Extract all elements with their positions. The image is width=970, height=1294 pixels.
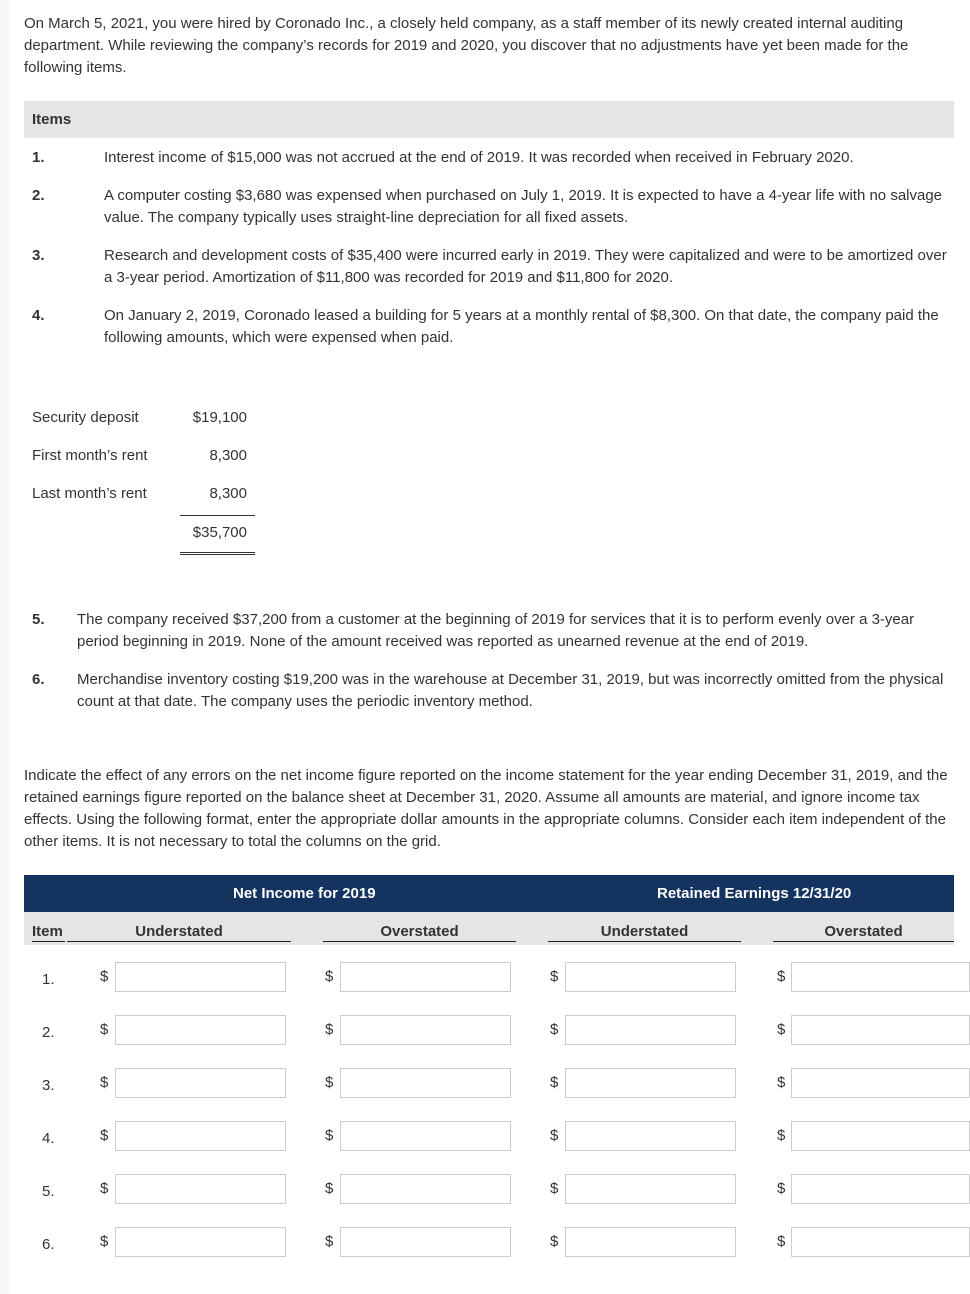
input-ni-under-1[interactable] (115, 962, 286, 992)
input-ni-over-6[interactable] (340, 1227, 511, 1257)
input-ni-under-5[interactable] (115, 1174, 286, 1204)
grid-group-header (24, 875, 954, 912)
input-re-under-3[interactable] (565, 1068, 736, 1098)
currency-symbol: $ (550, 1127, 559, 1144)
input-re-over-2[interactable] (791, 1015, 970, 1045)
lease-amount: $19,100 (192, 409, 247, 426)
currency-symbol: $ (325, 1180, 334, 1197)
col-ni-understated: Understated (67, 923, 291, 942)
grid-row (24, 962, 970, 996)
grid-row (24, 1227, 970, 1261)
currency-symbol: $ (777, 968, 786, 985)
grid-row (24, 1174, 970, 1208)
currency-symbol: $ (325, 968, 334, 985)
items-header-label: Items (32, 111, 72, 128)
grid-row (24, 1068, 970, 1102)
input-re-over-4[interactable] (791, 1121, 970, 1151)
lease-row-security (32, 409, 262, 431)
currency-symbol: $ (100, 1127, 109, 1144)
input-ni-over-1[interactable] (340, 962, 511, 992)
row-item-number: 5. (42, 1183, 55, 1200)
input-ni-under-6[interactable] (115, 1227, 286, 1257)
currency-symbol: $ (100, 968, 109, 985)
row-item-number: 4. (42, 1130, 55, 1147)
lease-label: Last month’s rent (32, 485, 147, 502)
item-text: The company received $37,200 from a customer at the beginning of 2019 for services that it is to perform evenly over a 3-year period beginning in 2019. None of the amount received was reported as unearned revenue at the end of 2019. (77, 611, 915, 650)
grid-row (24, 1121, 970, 1155)
currency-symbol: $ (100, 1180, 109, 1197)
retained-earnings-header: Retained Earnings 12/31/20 (657, 885, 852, 902)
lease-label: Security deposit (32, 409, 139, 426)
row-item-number: 6. (42, 1236, 55, 1253)
input-re-under-5[interactable] (565, 1174, 736, 1204)
item-number: 2. (32, 187, 45, 204)
col-re-understated: Understated (548, 923, 741, 942)
item-number: 6. (32, 671, 45, 688)
currency-symbol: $ (325, 1233, 334, 1250)
item-number: 5. (32, 611, 45, 628)
lease-row-last (32, 485, 262, 507)
item-text: A computer costing $3,680 was expensed when purchased on July 1, 2019. It is expected to have a 4-year life with no salvage value. The company typically uses straight-line depreciation for all fixed assets. (104, 187, 943, 226)
currency-symbol: $ (777, 1180, 786, 1197)
row-item-number: 1. (42, 971, 55, 988)
input-ni-over-5[interactable] (340, 1174, 511, 1204)
currency-symbol: $ (100, 1021, 109, 1038)
item-number: 4. (32, 307, 45, 324)
input-ni-under-2[interactable] (115, 1015, 286, 1045)
col-item: Item (32, 923, 65, 942)
subtotal-rule (180, 515, 255, 516)
lease-total-row (32, 524, 262, 546)
currency-symbol: $ (325, 1127, 334, 1144)
input-ni-over-4[interactable] (340, 1121, 511, 1151)
currency-symbol: $ (550, 1074, 559, 1091)
currency-symbol: $ (325, 1074, 334, 1091)
currency-symbol: $ (777, 1127, 786, 1144)
row-item-number: 2. (42, 1024, 55, 1041)
lease-amount: 8,300 (209, 485, 247, 502)
currency-symbol: $ (550, 1021, 559, 1038)
currency-symbol: $ (550, 968, 559, 985)
lease-row-first (32, 447, 262, 469)
input-re-over-3[interactable] (791, 1068, 970, 1098)
currency-symbol: $ (777, 1074, 786, 1091)
input-ni-over-3[interactable] (340, 1068, 511, 1098)
currency-symbol: $ (550, 1233, 559, 1250)
item-number: 3. (32, 247, 45, 264)
item-number: 1. (32, 149, 45, 166)
col-ni-overstated: Overstated (323, 923, 516, 942)
currency-symbol: $ (100, 1233, 109, 1250)
currency-symbol: $ (325, 1021, 334, 1038)
item-text: On January 2, 2019, Coronado leased a building for 5 years at a monthly rental of $8,300. On that date, the company paid the following amounts, which were expensed when paid. (104, 307, 939, 346)
item-text: Merchandise inventory costing $19,200 was in the warehouse at December 31, 2019, but was incorrectly omitted from the physical count at that date. The company uses the periodic inventory method. (77, 671, 944, 710)
currency-symbol: $ (550, 1180, 559, 1197)
input-ni-under-4[interactable] (115, 1121, 286, 1151)
intro-text: On March 5, 2021, you were hired by Coronado Inc., a closely held company, as a staff member of its newly created internal auditing department. While reviewing the company’s records for 2019 and 2020, you discover that no adjustments have yet been made for the following items. (24, 15, 909, 76)
lease-total: $35,700 (192, 524, 247, 541)
input-re-over-1[interactable] (791, 962, 970, 992)
input-ni-over-2[interactable] (340, 1015, 511, 1045)
input-re-over-5[interactable] (791, 1174, 970, 1204)
input-re-over-6[interactable] (791, 1227, 970, 1257)
currency-symbol: $ (777, 1233, 786, 1250)
input-re-under-1[interactable] (565, 962, 736, 992)
net-income-header: Net Income for 2019 (233, 885, 376, 902)
currency-symbol: $ (100, 1074, 109, 1091)
items-header (24, 101, 954, 138)
total-double-rule (180, 552, 255, 557)
instructions: Indicate the effect of any errors on the net income figure reported on the income statement for the year ending December 31, 2019, and the retained earnings figure reported on the balance sheet at December 31, 2020. Assume all amounts are material, and ignore income tax effects. Using the following format, enter the appropriate dollar amounts in the appropriate columns. Consider each item independent of the other items. It is not necessary to total the columns on the grid. (24, 767, 948, 850)
grid-row (24, 1015, 970, 1049)
item-text: Research and development costs of $35,400 were incurred early in 2019. They were capitalized and were to be amortized over a 3-year period. Amortization of $11,800 was recorded for 2019 and $11,800 for 2020. (104, 247, 947, 286)
lease-amount: 8,300 (209, 447, 247, 464)
input-re-under-4[interactable] (565, 1121, 736, 1151)
input-re-under-2[interactable] (565, 1015, 736, 1045)
input-re-under-6[interactable] (565, 1227, 736, 1257)
currency-symbol: $ (777, 1021, 786, 1038)
row-item-number: 3. (42, 1077, 55, 1094)
left-gutter (0, 0, 9, 1294)
item-text: Interest income of $15,000 was not accrued at the end of 2019. It was recorded when received in February 2020. (104, 149, 854, 166)
input-ni-under-3[interactable] (115, 1068, 286, 1098)
grid-column-header (24, 912, 954, 945)
lease-label: First month’s rent (32, 447, 148, 464)
col-re-overstated: Overstated (773, 923, 954, 942)
